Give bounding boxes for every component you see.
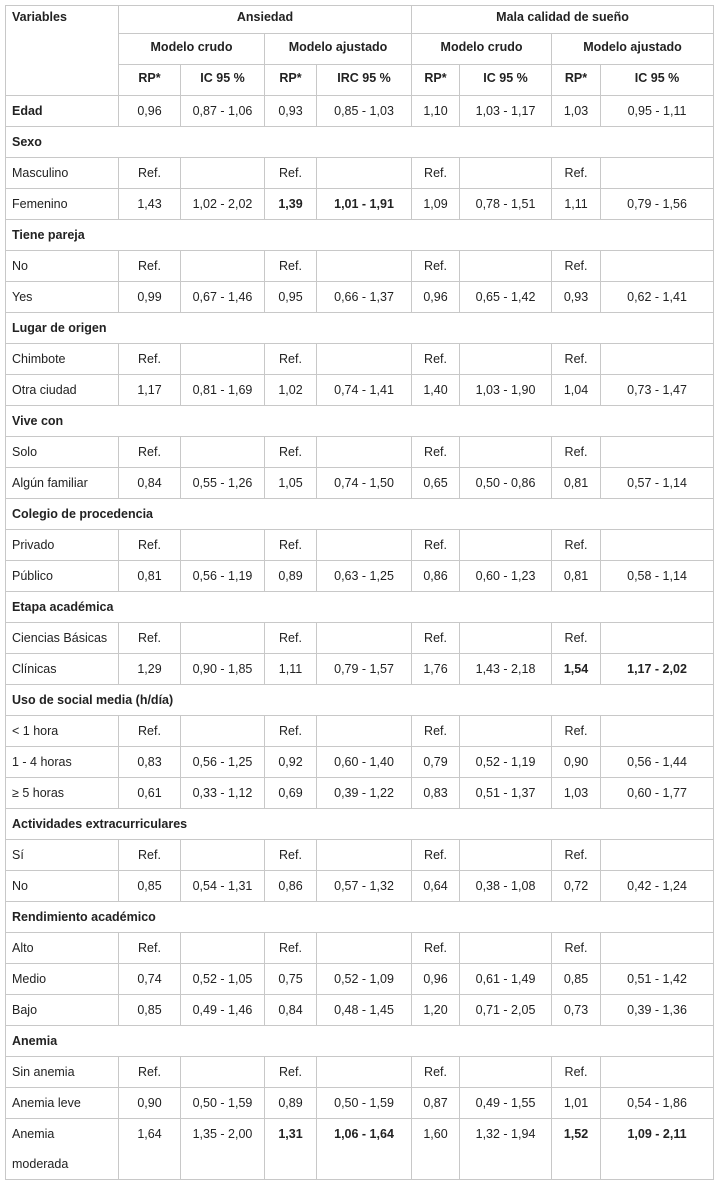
ci-cell bbox=[460, 716, 552, 747]
ci-cell bbox=[460, 251, 552, 282]
rp-cell: 0,83 bbox=[119, 747, 181, 778]
rp-cell: Ref. bbox=[265, 158, 317, 189]
row-label: Alto bbox=[6, 933, 119, 964]
header-model: Modelo ajustado bbox=[265, 34, 412, 65]
rp-cell: 0,86 bbox=[412, 561, 460, 592]
table-row bbox=[6, 747, 714, 778]
results-table bbox=[5, 5, 714, 1180]
ci-cell: 0,74 - 1,50 bbox=[317, 468, 412, 499]
ci-cell: 1,03 - 1,90 bbox=[460, 375, 552, 406]
ci-cell bbox=[317, 344, 412, 375]
row-label: ≥ 5 horas bbox=[6, 778, 119, 809]
rp-cell: 1,02 bbox=[265, 375, 317, 406]
ci-cell bbox=[601, 840, 714, 871]
ci-cell bbox=[601, 251, 714, 282]
rp-cell: Ref. bbox=[412, 716, 460, 747]
rp-cell: 0,90 bbox=[119, 1088, 181, 1119]
rp-cell: Ref. bbox=[265, 344, 317, 375]
table-row bbox=[6, 561, 714, 592]
ci-cell bbox=[317, 1057, 412, 1088]
rp-cell: 1,43 bbox=[119, 189, 181, 220]
ci-cell bbox=[181, 933, 265, 964]
rp-cell: 0,81 bbox=[119, 561, 181, 592]
row-label: Sí bbox=[6, 840, 119, 871]
ci-cell: 0,55 - 1,26 bbox=[181, 468, 265, 499]
rp-cell: Ref. bbox=[412, 840, 460, 871]
ci-cell: 0,50 - 0,86 bbox=[460, 468, 552, 499]
rp-cell: 1,05 bbox=[265, 468, 317, 499]
ci-cell: 0,33 - 1,12 bbox=[181, 778, 265, 809]
ci-cell bbox=[460, 623, 552, 654]
row-label: Masculino bbox=[6, 158, 119, 189]
ci-cell: 0,56 - 1,25 bbox=[181, 747, 265, 778]
section-row bbox=[6, 1026, 714, 1057]
rp-cell: Ref. bbox=[265, 716, 317, 747]
row-label: Anemia leve bbox=[6, 1088, 119, 1119]
section-label: Actividades extracurriculares bbox=[6, 809, 714, 840]
section-row bbox=[6, 592, 714, 623]
rp-cell: Ref. bbox=[265, 1057, 317, 1088]
rp-cell: 0,93 bbox=[265, 96, 317, 127]
ci-cell: 1,02 - 2,02 bbox=[181, 189, 265, 220]
rp-cell: 0,64 bbox=[412, 871, 460, 902]
row-label: No bbox=[6, 251, 119, 282]
ci-cell: 0,57 - 1,14 bbox=[601, 468, 714, 499]
header-model: Modelo ajustado bbox=[552, 34, 714, 65]
ci-cell: 1,17 - 2,02 bbox=[601, 654, 714, 685]
ci-cell: 0,60 - 1,23 bbox=[460, 561, 552, 592]
row-label: Público bbox=[6, 561, 119, 592]
ci-cell: 0,74 - 1,41 bbox=[317, 375, 412, 406]
rp-cell: Ref. bbox=[119, 716, 181, 747]
ci-cell bbox=[181, 158, 265, 189]
ci-cell bbox=[317, 623, 412, 654]
rp-cell: 1,17 bbox=[119, 375, 181, 406]
ci-cell: 1,32 - 1,94 bbox=[460, 1119, 552, 1180]
ci-cell bbox=[181, 251, 265, 282]
rp-cell: Ref. bbox=[552, 1057, 601, 1088]
header-stat: IRC 95 % bbox=[317, 65, 412, 96]
ci-cell: 0,87 - 1,06 bbox=[181, 96, 265, 127]
table-row bbox=[6, 964, 714, 995]
rp-cell: 1,09 bbox=[412, 189, 460, 220]
table-row bbox=[6, 437, 714, 468]
section-row bbox=[6, 313, 714, 344]
table-row bbox=[6, 282, 714, 313]
ci-cell bbox=[317, 530, 412, 561]
rp-cell: Ref. bbox=[265, 623, 317, 654]
section-label: Sexo bbox=[6, 127, 714, 158]
header-stat: IC 95 % bbox=[601, 65, 714, 96]
rp-cell: Ref. bbox=[119, 437, 181, 468]
rp-cell: 0,96 bbox=[412, 282, 460, 313]
rp-cell: 0,65 bbox=[412, 468, 460, 499]
rp-cell: 1,76 bbox=[412, 654, 460, 685]
section-label: Lugar de origen bbox=[6, 313, 714, 344]
rp-cell: Ref. bbox=[412, 530, 460, 561]
row-label: Anemia moderada bbox=[6, 1119, 119, 1180]
ci-cell: 0,49 - 1,55 bbox=[460, 1088, 552, 1119]
rp-cell: 0,79 bbox=[412, 747, 460, 778]
ci-cell: 0,50 - 1,59 bbox=[181, 1088, 265, 1119]
rp-cell: Ref. bbox=[119, 840, 181, 871]
ci-cell: 0,73 - 1,47 bbox=[601, 375, 714, 406]
table-row bbox=[6, 778, 714, 809]
table-body bbox=[6, 96, 714, 1180]
ci-cell: 0,57 - 1,32 bbox=[317, 871, 412, 902]
ci-cell bbox=[460, 530, 552, 561]
rp-cell: Ref. bbox=[119, 1057, 181, 1088]
ci-cell: 0,85 - 1,03 bbox=[317, 96, 412, 127]
table-row bbox=[6, 251, 714, 282]
rp-cell: Ref. bbox=[552, 840, 601, 871]
rp-cell: Ref. bbox=[119, 623, 181, 654]
ci-cell bbox=[601, 623, 714, 654]
rp-cell: 0,85 bbox=[119, 871, 181, 902]
ci-cell bbox=[460, 437, 552, 468]
row-label: Ciencias Básicas bbox=[6, 623, 119, 654]
table-row bbox=[6, 530, 714, 561]
table-row bbox=[6, 840, 714, 871]
section-row bbox=[6, 220, 714, 251]
row-label: 1 - 4 horas bbox=[6, 747, 119, 778]
ci-cell: 0,60 - 1,77 bbox=[601, 778, 714, 809]
rp-cell: 1,03 bbox=[552, 778, 601, 809]
rp-cell: 0,72 bbox=[552, 871, 601, 902]
ci-cell: 0,56 - 1,44 bbox=[601, 747, 714, 778]
rp-cell: 1,64 bbox=[119, 1119, 181, 1180]
ci-cell: 0,54 - 1,31 bbox=[181, 871, 265, 902]
table-row bbox=[6, 375, 714, 406]
ci-cell: 1,09 - 2,11 bbox=[601, 1119, 714, 1180]
ci-cell: 0,39 - 1,22 bbox=[317, 778, 412, 809]
ci-cell bbox=[181, 344, 265, 375]
rp-cell: 1,11 bbox=[265, 654, 317, 685]
row-label: Clínicas bbox=[6, 654, 119, 685]
table-row bbox=[6, 716, 714, 747]
rp-cell: Ref. bbox=[552, 933, 601, 964]
ci-cell: 0,49 - 1,46 bbox=[181, 995, 265, 1026]
rp-cell: 0,86 bbox=[265, 871, 317, 902]
header-stat: RP* bbox=[265, 65, 317, 96]
header-stat: IC 95 % bbox=[181, 65, 265, 96]
rp-cell: Ref. bbox=[265, 933, 317, 964]
rp-cell: 1,39 bbox=[265, 189, 317, 220]
table-row bbox=[6, 1057, 714, 1088]
header-variables: Variables bbox=[6, 6, 119, 96]
rp-cell: Ref. bbox=[412, 251, 460, 282]
row-label: < 1 hora bbox=[6, 716, 119, 747]
ci-cell bbox=[460, 840, 552, 871]
rp-cell: 0,96 bbox=[119, 96, 181, 127]
ci-cell bbox=[460, 933, 552, 964]
table-row bbox=[6, 158, 714, 189]
ci-cell bbox=[601, 158, 714, 189]
rp-cell: 0,84 bbox=[119, 468, 181, 499]
ci-cell bbox=[317, 251, 412, 282]
row-label: Bajo bbox=[6, 995, 119, 1026]
rp-cell: 0,73 bbox=[552, 995, 601, 1026]
rp-cell: 0,69 bbox=[265, 778, 317, 809]
row-label: Privado bbox=[6, 530, 119, 561]
rp-cell: Ref. bbox=[265, 437, 317, 468]
ci-cell: 0,58 - 1,14 bbox=[601, 561, 714, 592]
ci-cell: 0,79 - 1,57 bbox=[317, 654, 412, 685]
ci-cell bbox=[601, 716, 714, 747]
table-row bbox=[6, 623, 714, 654]
table-row bbox=[6, 995, 714, 1026]
ci-cell bbox=[181, 1057, 265, 1088]
ci-cell bbox=[317, 716, 412, 747]
ci-cell: 0,39 - 1,36 bbox=[601, 995, 714, 1026]
rp-cell: Ref. bbox=[119, 251, 181, 282]
rp-cell: 1,11 bbox=[552, 189, 601, 220]
rp-cell: 0,85 bbox=[552, 964, 601, 995]
rp-cell: Ref. bbox=[412, 344, 460, 375]
ci-cell: 0,52 - 1,19 bbox=[460, 747, 552, 778]
rp-cell: 0,84 bbox=[265, 995, 317, 1026]
rp-cell: 1,20 bbox=[412, 995, 460, 1026]
header-stat: RP* bbox=[412, 65, 460, 96]
rp-cell: 0,81 bbox=[552, 468, 601, 499]
section-label: Vive con bbox=[6, 406, 714, 437]
section-label: Uso de social media (h/día) bbox=[6, 685, 714, 716]
header-stat: RP* bbox=[552, 65, 601, 96]
ci-cell bbox=[181, 437, 265, 468]
table-row bbox=[6, 468, 714, 499]
rp-cell: Ref. bbox=[412, 623, 460, 654]
rp-cell: 1,52 bbox=[552, 1119, 601, 1180]
header-group-ansiedad: Ansiedad bbox=[119, 6, 412, 34]
header-model: Modelo crudo bbox=[412, 34, 552, 65]
rp-cell: Ref. bbox=[119, 158, 181, 189]
rp-cell: Ref. bbox=[552, 344, 601, 375]
section-label: Tiene pareja bbox=[6, 220, 714, 251]
rp-cell: Ref. bbox=[265, 251, 317, 282]
ci-cell: 0,66 - 1,37 bbox=[317, 282, 412, 313]
rp-cell: 0,85 bbox=[119, 995, 181, 1026]
ci-cell: 0,38 - 1,08 bbox=[460, 871, 552, 902]
section-label: Etapa académica bbox=[6, 592, 714, 623]
section-row bbox=[6, 127, 714, 158]
rp-cell: Ref. bbox=[552, 251, 601, 282]
rp-cell: Ref. bbox=[412, 1057, 460, 1088]
row-label: Femenino bbox=[6, 189, 119, 220]
ci-cell bbox=[317, 933, 412, 964]
ci-cell bbox=[601, 1057, 714, 1088]
ci-cell: 0,65 - 1,42 bbox=[460, 282, 552, 313]
header-group-sueno: Mala calidad de sueño bbox=[412, 6, 714, 34]
ci-cell: 0,51 - 1,42 bbox=[601, 964, 714, 995]
row-label: Sin anemia bbox=[6, 1057, 119, 1088]
ci-cell: 0,78 - 1,51 bbox=[460, 189, 552, 220]
ci-cell bbox=[317, 840, 412, 871]
ci-cell: 0,71 - 2,05 bbox=[460, 995, 552, 1026]
rp-cell: Ref. bbox=[552, 716, 601, 747]
rp-cell: 1,60 bbox=[412, 1119, 460, 1180]
rp-cell: 1,54 bbox=[552, 654, 601, 685]
rp-cell: 0,61 bbox=[119, 778, 181, 809]
rp-cell: 0,95 bbox=[265, 282, 317, 313]
rp-cell: Ref. bbox=[265, 530, 317, 561]
ci-cell: 0,61 - 1,49 bbox=[460, 964, 552, 995]
rp-cell: Ref. bbox=[552, 437, 601, 468]
ci-cell: 0,79 - 1,56 bbox=[601, 189, 714, 220]
ci-cell: 0,62 - 1,41 bbox=[601, 282, 714, 313]
ci-cell: 1,06 - 1,64 bbox=[317, 1119, 412, 1180]
ci-cell bbox=[460, 158, 552, 189]
table-row bbox=[6, 96, 714, 127]
ci-cell: 0,54 - 1,86 bbox=[601, 1088, 714, 1119]
row-label: Medio bbox=[6, 964, 119, 995]
rp-cell: Ref. bbox=[412, 933, 460, 964]
ci-cell bbox=[601, 437, 714, 468]
ci-cell bbox=[317, 437, 412, 468]
table-row bbox=[6, 344, 714, 375]
rp-cell: 0,87 bbox=[412, 1088, 460, 1119]
rp-cell: 0,93 bbox=[552, 282, 601, 313]
ci-cell: 1,03 - 1,17 bbox=[460, 96, 552, 127]
section-row bbox=[6, 902, 714, 933]
rp-cell: Ref. bbox=[119, 933, 181, 964]
section-row bbox=[6, 685, 714, 716]
rp-cell: Ref. bbox=[552, 530, 601, 561]
rp-cell: Ref. bbox=[412, 158, 460, 189]
ci-cell: 0,60 - 1,40 bbox=[317, 747, 412, 778]
rp-cell: 1,03 bbox=[552, 96, 601, 127]
ci-cell: 0,50 - 1,59 bbox=[317, 1088, 412, 1119]
section-row bbox=[6, 499, 714, 530]
rp-cell: 1,10 bbox=[412, 96, 460, 127]
rp-cell: Ref. bbox=[552, 158, 601, 189]
ci-cell: 1,43 - 2,18 bbox=[460, 654, 552, 685]
rp-cell: 1,04 bbox=[552, 375, 601, 406]
row-label: Solo bbox=[6, 437, 119, 468]
header-stat: IC 95 % bbox=[460, 65, 552, 96]
ci-cell bbox=[460, 1057, 552, 1088]
ci-cell: 0,48 - 1,45 bbox=[317, 995, 412, 1026]
ci-cell bbox=[460, 344, 552, 375]
section-label: Colegio de procedencia bbox=[6, 499, 714, 530]
rp-cell: 0,92 bbox=[265, 747, 317, 778]
rp-cell: 0,96 bbox=[412, 964, 460, 995]
table-row bbox=[6, 189, 714, 220]
table-row bbox=[6, 1119, 714, 1180]
rp-cell: Ref. bbox=[265, 840, 317, 871]
table-row bbox=[6, 654, 714, 685]
header-model: Modelo crudo bbox=[119, 34, 265, 65]
rp-cell: 0,99 bbox=[119, 282, 181, 313]
rp-cell: Ref. bbox=[552, 623, 601, 654]
ci-cell bbox=[601, 530, 714, 561]
row-label: Otra ciudad bbox=[6, 375, 119, 406]
header-stat: RP* bbox=[119, 65, 181, 96]
ci-cell bbox=[601, 344, 714, 375]
ci-cell bbox=[181, 840, 265, 871]
table-row bbox=[6, 933, 714, 964]
ci-cell: 0,52 - 1,05 bbox=[181, 964, 265, 995]
rp-cell: 1,01 bbox=[552, 1088, 601, 1119]
table-row bbox=[6, 1088, 714, 1119]
rp-cell: Ref. bbox=[119, 344, 181, 375]
rp-cell: Ref. bbox=[412, 437, 460, 468]
ci-cell: 0,51 - 1,37 bbox=[460, 778, 552, 809]
rp-cell: 0,75 bbox=[265, 964, 317, 995]
rp-cell: 0,83 bbox=[412, 778, 460, 809]
section-label: Rendimiento académico bbox=[6, 902, 714, 933]
row-label: No bbox=[6, 871, 119, 902]
ci-cell: 1,01 - 1,91 bbox=[317, 189, 412, 220]
ci-cell: 0,52 - 1,09 bbox=[317, 964, 412, 995]
section-label: Anemia bbox=[6, 1026, 714, 1057]
ci-cell: 0,42 - 1,24 bbox=[601, 871, 714, 902]
rp-cell: 1,29 bbox=[119, 654, 181, 685]
ci-cell: 1,35 - 2,00 bbox=[181, 1119, 265, 1180]
row-label: Chimbote bbox=[6, 344, 119, 375]
ci-cell: 0,81 - 1,69 bbox=[181, 375, 265, 406]
row-label: Yes bbox=[6, 282, 119, 313]
rp-cell: 1,40 bbox=[412, 375, 460, 406]
ci-cell bbox=[181, 716, 265, 747]
rp-cell: Ref. bbox=[119, 530, 181, 561]
rp-cell: 0,74 bbox=[119, 964, 181, 995]
ci-cell: 0,63 - 1,25 bbox=[317, 561, 412, 592]
ci-cell bbox=[317, 158, 412, 189]
rp-cell: 0,90 bbox=[552, 747, 601, 778]
ci-cell: 0,56 - 1,19 bbox=[181, 561, 265, 592]
ci-cell: 0,67 - 1,46 bbox=[181, 282, 265, 313]
table-row bbox=[6, 871, 714, 902]
section-row bbox=[6, 406, 714, 437]
rp-cell: 0,89 bbox=[265, 1088, 317, 1119]
row-label: Edad bbox=[6, 96, 119, 127]
row-label: Algún familiar bbox=[6, 468, 119, 499]
ci-cell bbox=[181, 623, 265, 654]
rp-cell: 0,81 bbox=[552, 561, 601, 592]
section-row bbox=[6, 809, 714, 840]
ci-cell bbox=[601, 933, 714, 964]
rp-cell: 1,31 bbox=[265, 1119, 317, 1180]
ci-cell: 0,90 - 1,85 bbox=[181, 654, 265, 685]
ci-cell bbox=[181, 530, 265, 561]
rp-cell: 0,89 bbox=[265, 561, 317, 592]
ci-cell: 0,95 - 1,11 bbox=[601, 96, 714, 127]
